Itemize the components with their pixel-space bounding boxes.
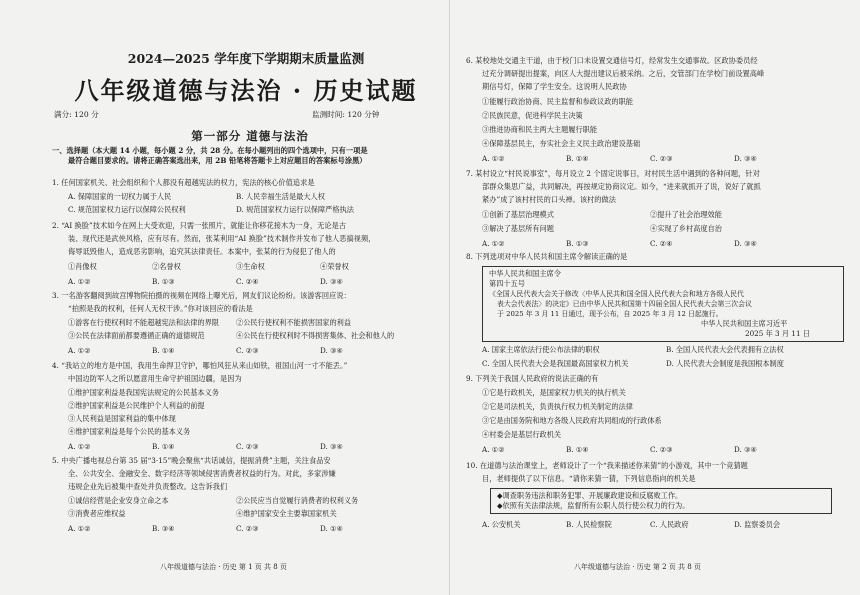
choice-option: B. 全国人民代表大会代表拥有立法权 (666, 345, 784, 354)
answer-choice: C. ②③ (650, 154, 673, 163)
choice-option: A. 保障国家的一切权力属于人民 (68, 192, 172, 201)
clue-line: ◆调查职务违法和职务犯罪、开展廉政建设和反腐败工作。 (497, 491, 683, 500)
question-stem: 8. 下列选项对中华人民共和国主席令解读正确的是 (466, 252, 628, 261)
question-stem: 违规企业先后被集中查处并负责整改。这告诉我们 (68, 482, 228, 491)
answer-choice: B. ①③ (566, 239, 589, 248)
choice-option: ①它是行政机关，是国家权力机关的执行机关 (482, 388, 626, 397)
answer-choice: A. ①② (68, 442, 91, 451)
choice-option: ③它是由国务院和地方各级人民政府共同组成的行政体系 (482, 416, 662, 425)
question-stem: 期信号灯，保障了学生安全。这说明人民政协 (482, 82, 627, 91)
answer-choice: B. ①④ (566, 445, 589, 454)
answer-choice: C. ②③ (650, 445, 673, 454)
question-stem: 2. “AI 换脸”技术如今在网上大受欢迎，只需一张照片，就能让你移花接木为一身，无论是古 (52, 221, 347, 230)
answer-choice: B. ①③ (152, 277, 175, 286)
question-stem: 3. 一名游客翻阅到故宫博物院拍摄的视频在网络上曝光后，网友们议论纷纷。该游客回应说： (52, 291, 351, 300)
choice-option: ④村委会是基层行政机关 (482, 430, 562, 439)
order-date: 2025 年 3 月 11 日 (745, 329, 810, 338)
choice-option: ③消费者应维权益 (68, 509, 126, 518)
choice-option: ④荣誉权 (320, 262, 349, 271)
question-stem: 目，老师提供了以下信息。“请你来猜一猜，下列信息指向的机关是 (482, 474, 696, 483)
choice-option: ④维护国家利益是每个公民的基本义务 (68, 427, 191, 436)
answer-choice: C. ②③ (236, 346, 259, 355)
question-stem: 紧办”成了该村村民的口头禅。该村的做法 (482, 195, 617, 204)
answer-choice: A. ①② (68, 277, 91, 286)
page-footer: 八年级道德与法治 · 历史 第 1 页 共 8 页 (160, 563, 287, 571)
choice-option: ①能履行政治协商、民主监督和参政议政的职能 (482, 97, 633, 106)
question-stem: 6. 某校地处交通主干道，由于校门口未设置交通信号灯，经常发生交通事故。区政协委员经 (466, 56, 758, 65)
choice-option: ③生命权 (236, 262, 265, 271)
exam-title: 八年级道德与法治 · 历史试题 (74, 76, 418, 105)
answer-choice: C. ②④ (650, 239, 673, 248)
choice-option: ②民族民意，促进科学民主决策 (482, 111, 583, 120)
choice-option: A. 国家主席依法行使公布法律的职权 (482, 345, 600, 354)
choice-option: ②维护国家利益是公民维护个人利益的前提 (68, 401, 205, 410)
answer-choice: D. ③④ (320, 277, 343, 286)
choice-option: ④公民在行使权利时不得损害集体、社会和他人的 (236, 331, 395, 340)
question-stem: 全、公共安全、金融安全、数字经济等领域侵害消费者权益的行为。对此，多家涉嫌 (68, 469, 336, 478)
order-text: 表大会代表法〉的决定》已由中华人民共和国第十四届全国人民代表大会第三次会议 (497, 300, 752, 308)
choice-option: ①游客在行使权利时不能超越宪法和法律的界限 (68, 318, 219, 327)
question-stem: 4. “我站立的地方是中国，我用生命捍卫守护，哪怕风狂从来山如铁，祖国山河一寸不能丢。” (52, 361, 348, 370)
question-stem: 10. 在道德与法治课堂上，老师设计了一个“我来描述你来猜”的小游戏，其中一个竞猜题 (466, 461, 748, 470)
choice-option: ④保障基层民主，夯实社会主义民主政治建设基础 (482, 139, 641, 148)
question-stem: 侮辱诋毁他人，造成恶劣影响，追究其法律责任。本案中，张某的行为侵犯了他人的 (68, 247, 336, 256)
order-number: 第四十五号 (489, 279, 525, 288)
choice-option: ④实现了乡村高度自治 (650, 224, 722, 233)
answer-choice: C. 人民政府 (650, 520, 689, 529)
question-stem: 部群众集思广益，共同解决，再按规定协商议定。如今，“进来就抓开了说，说好了就抓 (482, 182, 761, 191)
answer-choice: B. ①④ (152, 346, 175, 355)
choice-option: ③公民在法律面前都要遵循正确的道德规范 (68, 331, 205, 340)
question-stem: 过充分调研提出提案，向区人大提出建议后被采纳。之后，交管部门在学校门前设置高峰 (482, 69, 765, 78)
answer-choice: D. ③④ (320, 442, 343, 451)
order-text: 于 2025 年 3 月 11 日通过，现予公布，自 2025 年 3 月 12 日起施行。 (497, 310, 723, 318)
question-stem: 9. 下列关于我国人民政府的说法正确的有 (466, 374, 599, 383)
order-heading: 中华人民共和国主席令 (489, 269, 561, 278)
full-score: 满分: 120 分 (54, 110, 99, 119)
section-instruction: 最符合题目要求的。请将正确答案选出来，用 2B 铅笔将答题卡上对应题目的答案标号涂黑） (68, 156, 367, 165)
answer-choice: B. ①④ (152, 442, 175, 451)
answer-choice: C. ②③ (236, 524, 259, 533)
choice-option: ①创新了基层治理模式 (482, 210, 554, 219)
choice-option: D. 人民代表大会制度是我国根本制度 (666, 359, 784, 368)
part-title: 第一部分 道德与法治 (191, 129, 309, 143)
answer-choice: D. 监察委员会 (734, 520, 781, 529)
choice-option: ②公民应当自觉履行消费者的权利义务 (236, 496, 359, 505)
exam-duration: 监测时间: 120 分钟 (312, 110, 380, 119)
clue-line: ◆依照有关法律法规，监督所有公职人员行使公权力的行为。 (497, 501, 690, 510)
answer-choice: C. ②③ (236, 442, 259, 451)
answer-choice: B. 人民检察院 (566, 520, 612, 529)
choice-option: ③解决了基层所有问题 (482, 224, 554, 233)
answer-choice: D. ③④ (320, 346, 343, 355)
answer-choice: D. ③④ (734, 239, 757, 248)
answer-choice: A. ①② (482, 445, 505, 454)
answer-choice: A. ①② (482, 154, 505, 163)
choice-option: ②它是司法机关，负责执行权力机关制定的法律 (482, 402, 633, 411)
question-stem: 装、现代还是武侠风格，应有尽有。然而，张某利用“AI 换脸”技术制作并发布了他人恶搞视频， (68, 234, 376, 243)
answer-choice: D. ③④ (734, 445, 757, 454)
question-stem: 1. 任何国家机关、社会组织和个人都没有超越宪法的权力，宪法的核心价值追求是 (52, 178, 315, 187)
page-footer: 八年级道德与法治 · 历史 第 2 页 共 8 页 (574, 563, 701, 571)
choice-option: ③人民利益是国家利益的集中体现 (68, 414, 176, 423)
presidential-order-box (482, 266, 844, 342)
page-divider (449, 0, 450, 595)
answer-choice: B. ①④ (566, 154, 589, 163)
choice-option: ①维护国家利益是我国宪法规定的公民基本义务 (68, 388, 219, 397)
answer-choice: D. ③④ (734, 154, 757, 163)
choice-option: C. 全国人民代表大会是我国最高国家权力机关 (482, 359, 629, 368)
answer-choice: A. ①② (68, 346, 91, 355)
choice-option: D. 规范国家权力运行以保障严格执法 (236, 205, 354, 214)
answer-choice: D. ①④ (320, 524, 343, 533)
choice-option: ②名誉权 (152, 262, 181, 271)
choice-option: ③推进协商和民主两大主题履行职能 (482, 125, 598, 134)
order-signature: 中华人民共和国主席习近平 (701, 319, 788, 328)
choice-option: ①诚信经营是企业安身立命之本 (68, 496, 169, 505)
choice-option: B. 人民幸福生活是最大人权 (236, 192, 325, 201)
answer-choice: A. ①② (68, 524, 91, 533)
answer-choice: B. ③④ (152, 524, 175, 533)
question-stem: 7. 某村设立“村民说事室”，每月设立 2 个固定说事日，对村民生活中遇到的各种问题，针对 (466, 169, 760, 178)
choice-option: ②公民行使权利不能损害国家的利益 (236, 318, 352, 327)
answer-choice: C. ②④ (236, 277, 259, 286)
section-instruction: 一、选择题（本大题 14 小题，每小题 2 分，共 28 分。在每小题列出的四个选项中，只有一项是 (52, 146, 368, 155)
answer-choice: A. ①② (482, 239, 505, 248)
question-stem: 中国边防军人之所以愿意用生命守护祖国边疆，是因为 (68, 374, 242, 383)
question-stem: “拍照是我的权利，任何人无权干涉。”你对该回应的看法是 (68, 304, 253, 313)
choice-option: C. 规范国家权力运行以保障公民权利 (68, 205, 186, 214)
question-stem: 5. 中央广播电视总台第 35 届“3·15”晚会聚焦“共话诚信，提振消费”主题，关注食品安 (52, 456, 331, 465)
choice-option: ①肖像权 (68, 262, 97, 271)
choice-option: ④维护国家安全主要靠国家机关 (236, 509, 337, 518)
answer-choice: A. 公安机关 (482, 520, 521, 529)
clue-box (490, 488, 832, 514)
order-text: 《全国人民代表大会关于修改〈中华人民共和国全国人民代表大会和地方各级人民代 (489, 290, 744, 298)
exam-subtitle: 2024—2025 学年度下学期期末质量监测 (127, 51, 365, 66)
choice-option: ②提升了社会治理效能 (650, 210, 722, 219)
